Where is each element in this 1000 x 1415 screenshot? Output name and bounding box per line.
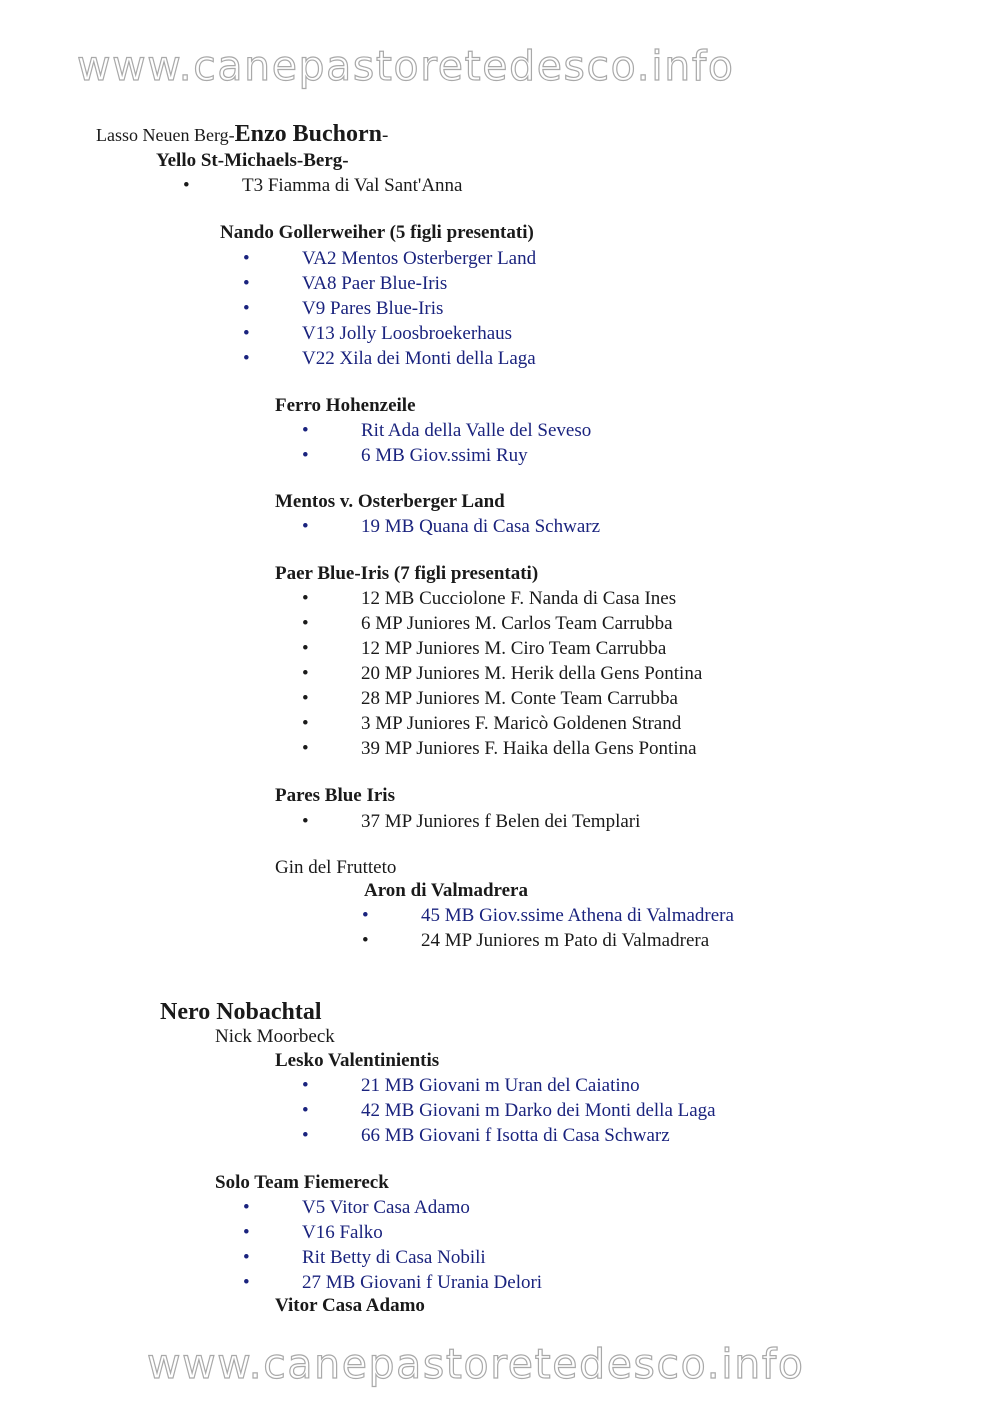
heading-yello: Yello St-Michaels-Berg- — [156, 150, 349, 171]
heading-vitor: Vitor Casa Adamo — [275, 1295, 425, 1316]
bullet-icon: • — [243, 1222, 250, 1243]
bullet-icon: • — [243, 348, 250, 369]
bullet-icon: • — [302, 811, 309, 832]
list-item-text: 6 MB Giov.ssimi Ruy — [361, 445, 528, 466]
list-item-text: 37 MP Juniores f Belen dei Templari — [361, 811, 641, 832]
list-item-text: 12 MP Juniores M. Ciro Team Carrubba — [361, 638, 667, 659]
list-item-text: 12 MB Cucciolone F. Nanda di Casa Ines — [361, 588, 677, 609]
list-item-text: 42 MB Giovani m Darko dei Monti della Laga — [361, 1100, 716, 1121]
bullet-icon: • — [302, 663, 309, 684]
bullet-icon: • — [243, 323, 250, 344]
list-item-text: 45 MB Giov.ssime Athena di Valmadrera — [421, 905, 734, 926]
bullet-icon: • — [362, 905, 369, 926]
list-item-text: VA8 Paer Blue-Iris — [302, 273, 448, 294]
bullet-icon: • — [302, 1100, 309, 1121]
bullet-icon: • — [302, 1125, 309, 1146]
list-item-text: V22 Xila dei Monti della Laga — [302, 348, 536, 369]
bullet-icon: • — [302, 516, 309, 537]
bullet-icon: • — [183, 175, 190, 196]
list-item-text: 24 MP Juniores m Pato di Valmadrera — [421, 930, 710, 951]
heading-pares: Pares Blue Iris — [275, 785, 395, 806]
list-item-text: 21 MB Giovani m Uran del Caiatino — [361, 1075, 640, 1096]
heading-lesko: Lesko Valentinientis — [275, 1050, 440, 1071]
bullet-icon: • — [302, 613, 309, 634]
list-item-text: 20 MP Juniores M. Herik della Gens Pontina — [361, 663, 703, 684]
bullet-icon: • — [243, 1247, 250, 1268]
bullet-icon: • — [243, 298, 250, 319]
heading-nick: Nick Moorbeck — [215, 1026, 335, 1047]
list-item-text: 19 MB Quana di Casa Schwarz — [361, 516, 601, 537]
lasso-prefix: Lasso Neuen Berg- — [96, 125, 235, 145]
bullet-icon: • — [362, 930, 369, 951]
enzo-buchorn: Enzo Buchorn — [234, 121, 383, 147]
list-item-text: V13 Jolly Loosbroekerhaus — [302, 323, 513, 344]
lasso-line — [96, 122, 388, 148]
heading-mentos: Mentos v. Osterberger Land — [275, 491, 505, 512]
heading-solo: Solo Team Fiemereck — [215, 1172, 389, 1193]
list-item-text: Rit Ada della Valle del Seveso — [361, 420, 592, 441]
list-item-text: 6 MP Juniores M. Carlos Team Carrubba — [361, 613, 673, 634]
bullet-icon: • — [302, 713, 309, 734]
list-item-text: 66 MB Giovani f Isotta di Casa Schwarz — [361, 1125, 670, 1146]
heading-paer: Paer Blue-Iris (7 figli presentati) — [275, 563, 539, 584]
bullet-icon: • — [302, 588, 309, 609]
list-item-text: V16 Falko — [302, 1222, 383, 1243]
list-item-text: V9 Pares Blue-Iris — [302, 298, 444, 319]
list-item-text: Rit Betty di Casa Nobili — [302, 1247, 486, 1268]
bullet-icon: • — [302, 1075, 309, 1096]
heading-ferro: Ferro Hohenzeile — [275, 395, 416, 416]
bullet-icon: • — [302, 445, 309, 466]
bullet-icon: • — [243, 1272, 250, 1293]
list-item-text: V5 Vitor Casa Adamo — [302, 1197, 470, 1218]
lasso-suffix: - — [382, 125, 389, 146]
watermark-bottom: www.canepastoretedesco.info — [147, 1340, 805, 1388]
heading-gin: Gin del Frutteto — [275, 857, 397, 878]
list-item-text: T3 Fiamma di Val Sant'Anna — [242, 175, 463, 196]
bullet-icon: • — [302, 638, 309, 659]
heading-nero: Nero Nobachtal — [160, 999, 322, 1025]
heading-aron: Aron di Valmadrera — [364, 880, 528, 901]
heading-nando: Nando Gollerweiher (5 figli presentati) — [220, 222, 534, 243]
bullet-icon: • — [243, 248, 250, 269]
list-item-text: VA2 Mentos Osterberger Land — [302, 248, 537, 269]
bullet-icon: • — [302, 738, 309, 759]
list-item-text: 28 MP Juniores M. Conte Team Carrubba — [361, 688, 678, 709]
bullet-icon: • — [302, 688, 309, 709]
bullet-icon: • — [302, 420, 309, 441]
list-item-text: 3 MP Juniores F. Maricò Goldenen Strand — [361, 713, 682, 734]
bullet-icon: • — [243, 273, 250, 294]
watermark-top: www.canepastoretedesco.info — [77, 42, 735, 90]
bullet-icon: • — [243, 1197, 250, 1218]
list-item-text: 39 MP Juniores F. Haika della Gens Pontina — [361, 738, 697, 759]
list-item-text: 27 MB Giovani f Urania Delori — [302, 1272, 543, 1293]
